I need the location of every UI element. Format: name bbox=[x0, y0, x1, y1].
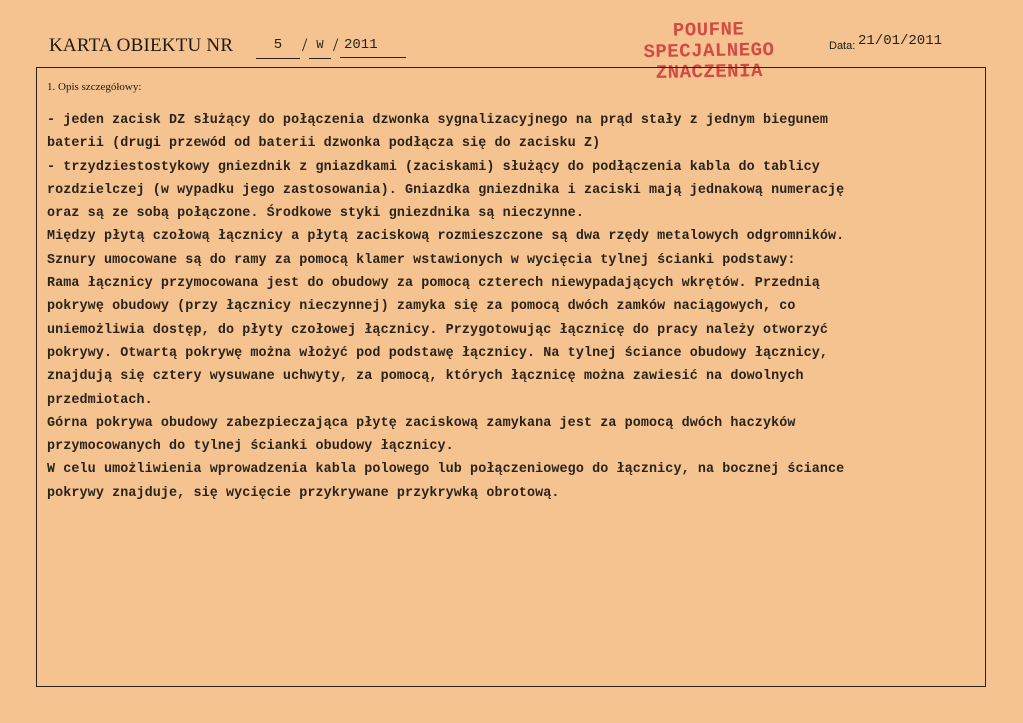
stamp-line-1: POUFNE bbox=[672, 18, 745, 42]
object-series-field: W bbox=[309, 36, 331, 59]
description-text bbox=[47, 109, 972, 505]
text-line: Górna pokrywa obudowy zabezpieczająca płytę zaciskową zamykana jest za pomocą dwóch haczyków bbox=[47, 415, 796, 431]
text-line: oraz są ze sobą połączone. Środkowe styki gniezdnika są nieczynne. bbox=[47, 206, 584, 222]
text-line: W celu umożliwienia wprowadzenia kabla polowego lub połączeniowego do łącznicy, na bocznej ściance bbox=[47, 462, 845, 478]
text-line: - jeden zacisk DZ służący do połączenia dzwonka sygnalizacyjnego na prąd stały z jednym biegunem bbox=[47, 113, 829, 128]
text-line: rozdzielczej (w wypadku jego zastosowania). Gniazdka gniezdnika i zaciski mają jednakową numerację bbox=[47, 182, 845, 198]
object-number-field: 5 bbox=[256, 36, 300, 59]
text-line: uniemożliwia dostęp, do płyty czołowej łącznicy. Przygotowując łącznicę do pracy należy otworzyć bbox=[47, 322, 829, 338]
text-line: pokrywy znajduje, się wycięcie przykrywane przykrywką obrotową. bbox=[47, 485, 560, 501]
stamp-line-3: ZNACZENIA bbox=[655, 60, 764, 84]
object-year-field: 2011 bbox=[340, 36, 406, 58]
header-title: KARTA OBIEKTU NR bbox=[49, 35, 234, 56]
text-line: pokrywę obudowy (przy łącznicy nieczynnej) zamyka się za pomocą dwóch zamków naciągowych, co bbox=[47, 299, 796, 315]
description-frame bbox=[36, 67, 986, 687]
number-separator: / bbox=[333, 35, 339, 56]
text-line: Rama łącznicy przymocowana jest do obudowy za pomocą czterech niewypadających wkrętów. Przednią bbox=[47, 276, 820, 292]
text-line: przymocowanych do tylnej ścianki obudowy łącznicy. bbox=[47, 439, 454, 455]
text-line: pokrywy. Otwartą pokrywę można włożyć pod podstawę łącznicy. Na tylnej ściance obudowy łącznicy, bbox=[47, 345, 829, 361]
text-line: Sznury umocowane są do ramy za pomocą klamer wstawionych w wycięcia tylnej ścianki podstawy: bbox=[47, 252, 796, 268]
text-line: przedmiotach. bbox=[47, 392, 153, 408]
date-label: Data: bbox=[829, 40, 856, 52]
date-value: 21/01/2011 bbox=[858, 33, 943, 49]
text-line: Między płytą czołową łącznicy a płytą zaciskową rozmieszczone są dwa rzędy metalowych odgromników. bbox=[47, 229, 845, 245]
stamp-line-2: SPECJALNEGO bbox=[643, 38, 775, 64]
text-line: baterii (drugi przewód od baterii dzwonka podłącza się do zacisku Z) bbox=[47, 136, 601, 152]
number-separator: / bbox=[302, 35, 308, 56]
text-line: znajdują się cztery wysuwane uchwyty, za pomocą, których łącznicę można zawiesić na dowolnych bbox=[47, 369, 804, 385]
section-label: 1. Opis szczegółowy: bbox=[47, 81, 142, 93]
text-line: - trzydziestostykowy gniezdnik z gniazdkami (zaciskami) służący do podłączenia kabla do tablicy bbox=[47, 159, 820, 175]
